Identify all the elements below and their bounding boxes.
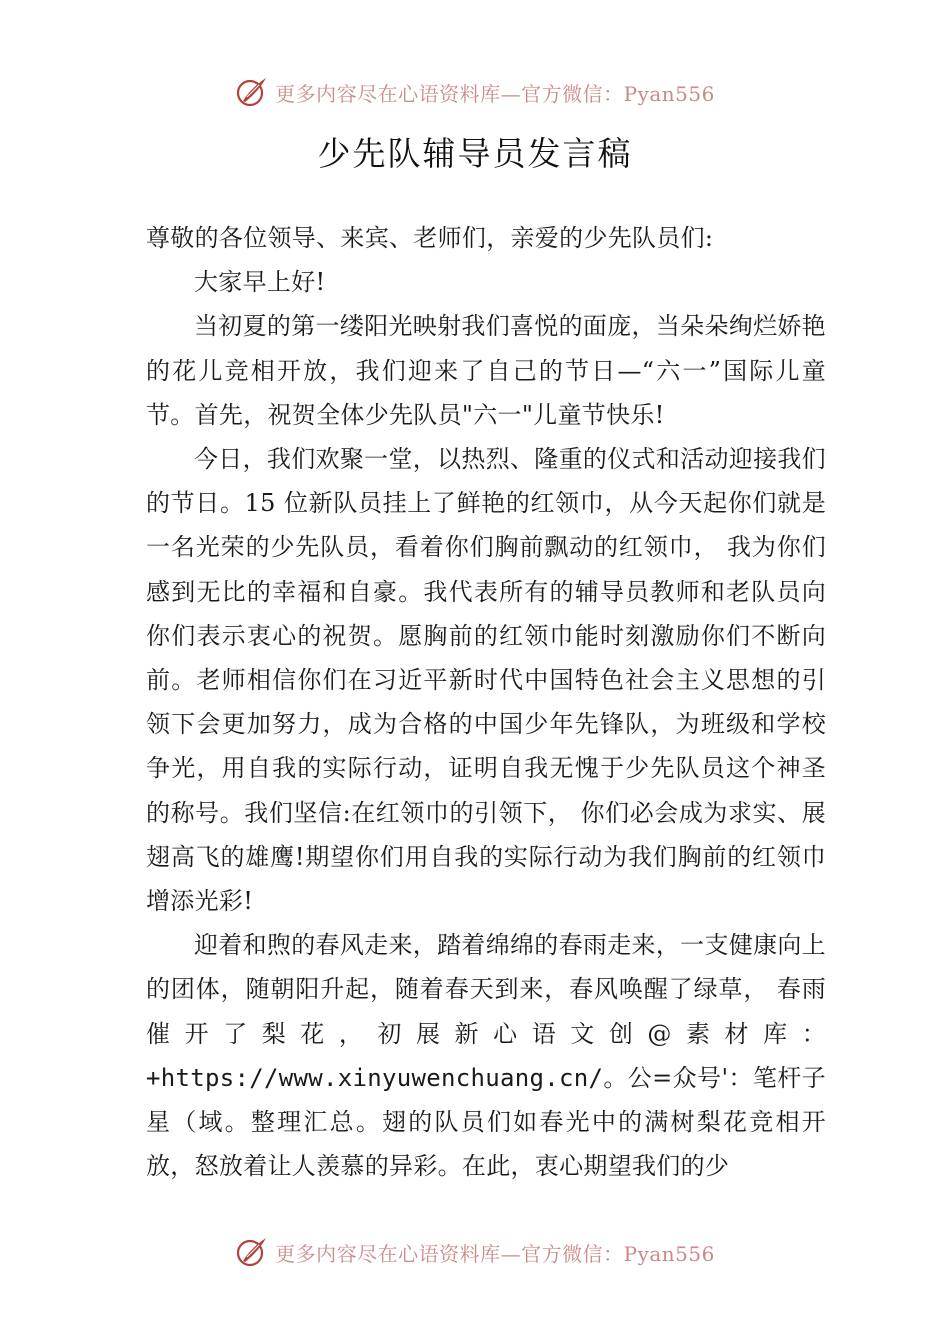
paragraph-spring-tail: 。公=众号'：笔杆子星（域。整理汇总。翅的队员们如春光中的满树梨花竞相开放，怒放着让人羡慕的异彩。在此，衷心期望我们的少 bbox=[146, 1063, 826, 1181]
paragraph-ceremony: 今日，我们欢聚一堂，以热烈、隆重的仪式和活动迎接我们的节日。15 位新队员挂上了鲜艳的红领巾，从今天起你们就是一名光荣的少先队员，看着你们胸前飘动的红领巾， 我为你们感到无比的幸福和自豪。我代表所有的辅导员教师和老队员向你们表示衷心的祝贺。愿胸前的红领巾能时刻激励你们不断向前。老师相信你们在习近平新时代中国特色社会主义思想的引领下会更加努力，成为合格的中国少年先锋队，为班级和学校争光，用自我的实际行动，证明自我无愧于少先队员这个神圣的称号。我们坚信:在红领巾的引领下， 你们必会成为求实、展翅高飞的雄鹰!期望你们用自我的实际行动为我们胸前的红领巾增添光彩! bbox=[146, 445, 826, 916]
salutation: 尊敬的各位领导、来宾、老师们，亲爱的少先队员们: bbox=[146, 224, 714, 252]
paragraph-greeting: 大家早上好! bbox=[194, 268, 326, 297]
banner-text: 更多内容尽在心语资料库—官方微信：Pyan556 bbox=[275, 81, 715, 106]
page-title: 少先队辅导员发言稿 bbox=[317, 134, 633, 173]
paragraph-spring bbox=[146, 923, 826, 1188]
quill-pen-icon bbox=[235, 75, 269, 109]
paragraph-spring-text: 迎着和煦的春风走来，踏着绵绵的春雨走来，一支健康向上的团体，随朝阳升起，随着春天到来，春风唤醒了绿草， 春雨催开了梨花，初展新心语文创@素材库： bbox=[146, 931, 826, 1048]
footer-banner bbox=[0, 1230, 950, 1274]
paragraph-intro: 当初夏的第一缕阳光映射我们喜悦的面庞，当朵朵绚烂娇艳的花儿竞相开放，我们迎来了自己的节日—“六一”国际儿童节。首先，祝贺全体少先队员"六一"儿童节快乐! bbox=[146, 312, 826, 429]
quill-pen-icon bbox=[235, 1235, 269, 1269]
header-banner bbox=[0, 70, 950, 114]
banner-text: 更多内容尽在心语资料库—官方微信：Pyan556 bbox=[275, 1241, 715, 1266]
document-body bbox=[146, 216, 826, 1188]
url-link[interactable]: +https://www.xinyuwenchuang.cn/ bbox=[146, 1063, 604, 1092]
